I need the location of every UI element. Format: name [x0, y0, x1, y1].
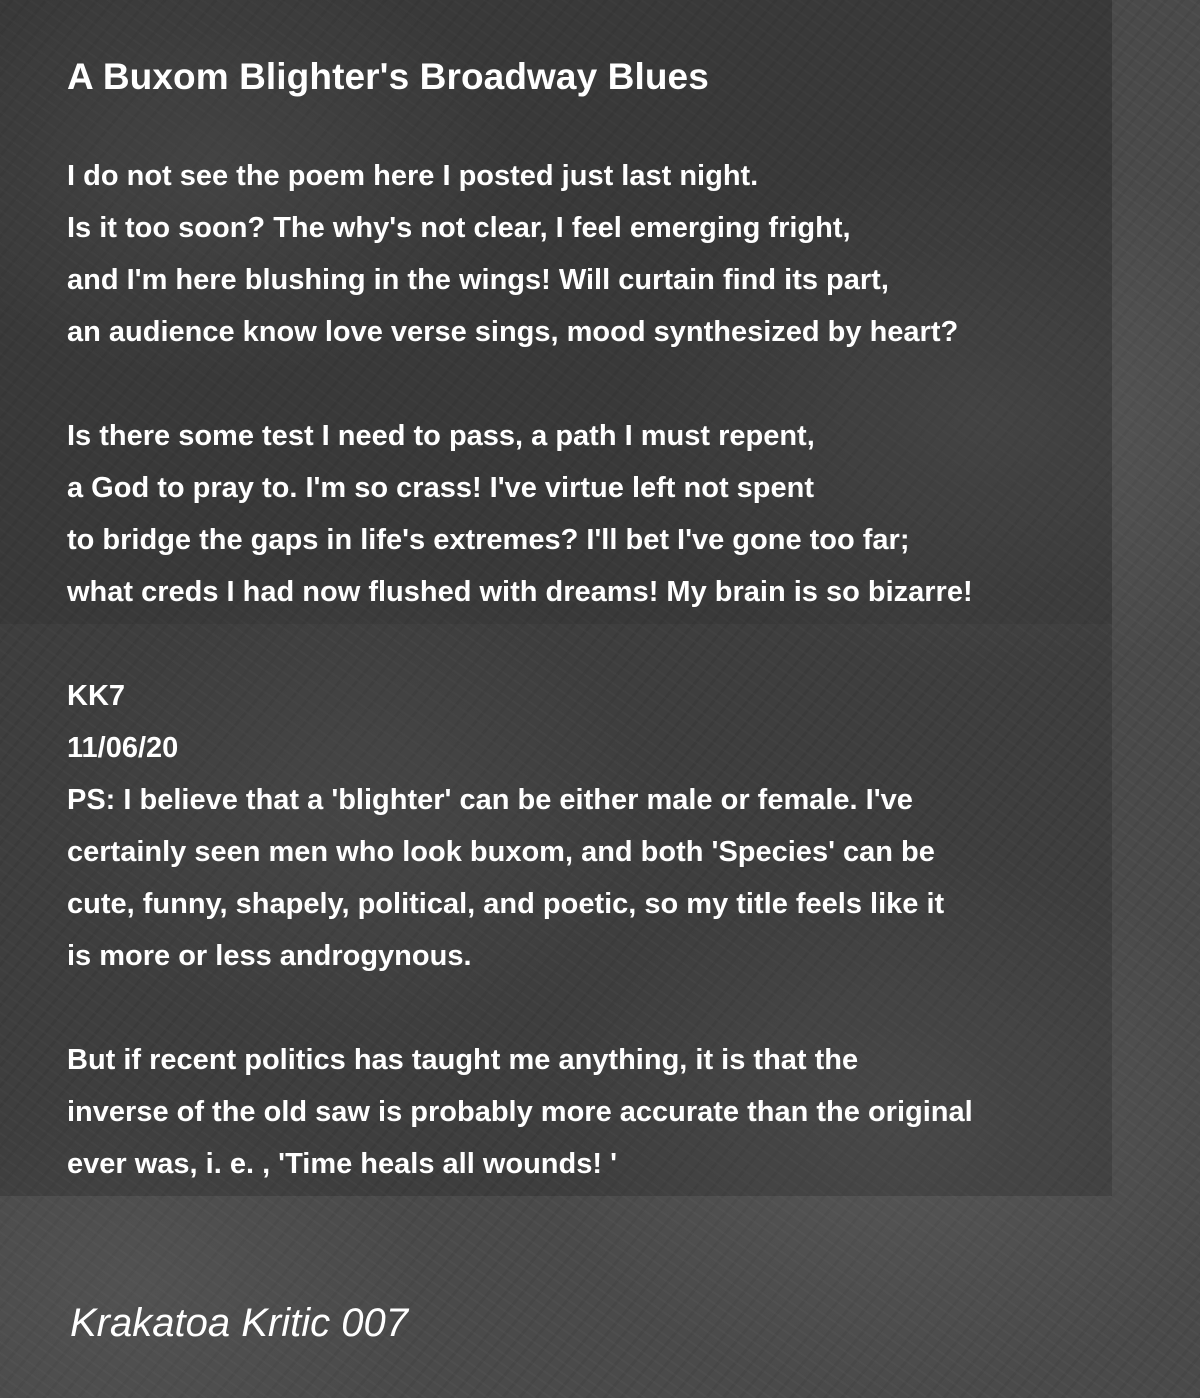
stanza-1-line: an audience know love verse sings, mood synthesized by heart? — [67, 316, 959, 348]
postscript-line: is more or less androgynous. — [67, 940, 472, 972]
closing-line: But if recent politics has taught me anything, it is that the — [67, 1044, 859, 1076]
signature-date: 11/06/20 — [67, 732, 179, 764]
stanza-1-line: Is it too soon? The why's not clear, I feel emerging fright, — [67, 212, 851, 244]
stanza-2-line: Is there some test I need to pass, a path I must repent, — [67, 420, 815, 452]
poem-body — [67, 150, 1127, 1190]
closing-line: inverse of the old saw is probably more accurate than the original — [67, 1096, 973, 1128]
stanza-break — [67, 358, 1127, 410]
stanza-break — [67, 982, 1127, 1034]
postscript-line: cute, funny, shapely, political, and poetic, so my title feels like it — [67, 888, 945, 920]
stanza-2-line: to bridge the gaps in life's extremes? I'll bet I've gone too far; — [67, 524, 910, 556]
stanza-break — [67, 618, 1127, 670]
signature-initials: KK7 — [67, 680, 126, 712]
postscript-line: certainly seen men who look buxom, and both 'Species' can be — [67, 836, 935, 868]
postscript-line: PS: I believe that a 'blighter' can be either male or female. I've — [67, 784, 913, 816]
stanza-2-line: a God to pray to. I'm so crass! I've virtue left not spent — [67, 472, 815, 504]
stanza-1-line: I do not see the poem here I posted just last night. — [67, 160, 759, 192]
closing-line: ever was, i. e. , 'Time heals all wounds! ' — [67, 1148, 617, 1180]
stanza-2-line: what creds I had now flushed with dreams! My brain is so bizarre! — [67, 576, 973, 608]
stanza-1-line: and I'm here blushing in the wings! Will curtain find its part, — [67, 264, 889, 296]
poem-author: Krakatoa Kritic 007 — [70, 1301, 408, 1345]
poem-title: A Buxom Blighter's Broadway Blues — [67, 56, 709, 97]
